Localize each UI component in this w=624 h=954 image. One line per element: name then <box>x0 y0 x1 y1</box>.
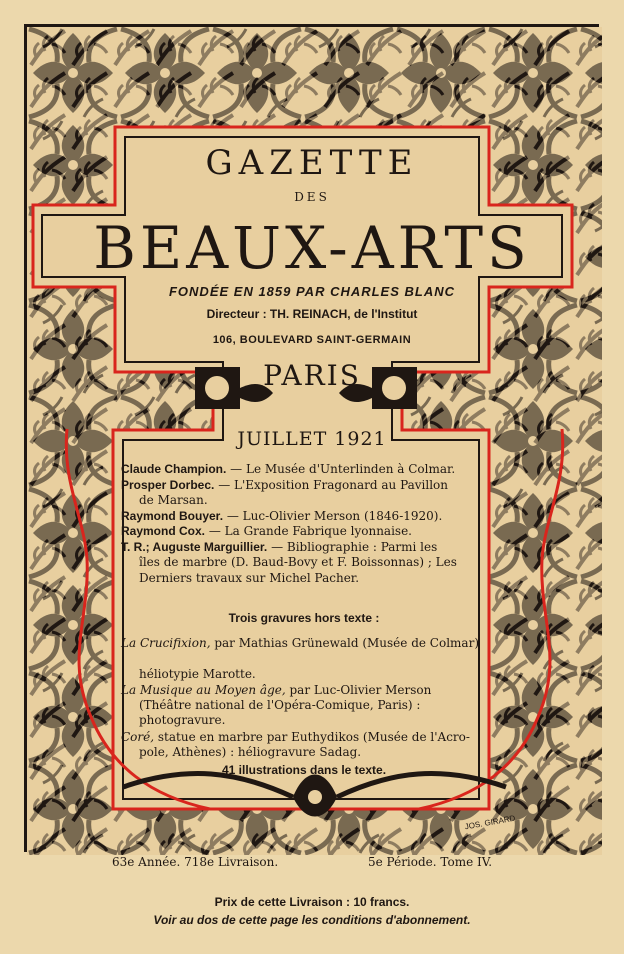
list-item: Raymond Cox. — La Grande Fabrique lyonnaise. <box>121 524 412 538</box>
artist-signature: JOS. GIRARD <box>464 813 516 832</box>
address-line: 106, BOULEVARD SAINT-GERMAIN <box>212 334 412 346</box>
list-item: Coré, statue en marbre par Euthydikos (Musée de l'Acro- pole, Athènes) : héliogravure Sadag. <box>121 729 470 760</box>
list-item: La Musique au Moyen âge, par Luc-Olivier Merson (Théâtre national de l'Opéra-Comique, Paris) : photogravure. <box>121 682 432 728</box>
gazette-title-top: GAZETTE <box>205 143 419 183</box>
issue-date: JUILLET 1921 <box>237 428 387 450</box>
issue-number: 63e Année. 718e Livraison. <box>112 855 279 869</box>
list-item: Claude Champion. — Le Musée d'Unterlinden à Colmar. <box>121 462 456 476</box>
ornamental-border <box>27 27 602 855</box>
subscription-notice: Voir au dos de cette page les conditions d'abonnement. <box>153 913 471 927</box>
list-item: La Crucifixion, par Mathias Grünewald (Musée de Colmar) : héliotypie Marotte. <box>121 636 479 681</box>
founded-line: FONDÉE EN 1859 PAR CHARLES BLANC <box>168 284 456 299</box>
list-item: Prosper Dorbec. — L'Exposition Fragonard au Pavillon de Marsan. <box>121 477 448 507</box>
illustrations-note: 41 illustrations dans le texte. <box>221 763 387 777</box>
list-item: T. R.; Auguste Marguillier. — Bibliographie : Parmi les îles de marbre (D. Baud-Bovy et F. Boissonnas) ; Les Derniers travaux sur Michel Pacher. <box>121 539 457 585</box>
period-volume: 5e Période. Tome IV. <box>368 855 493 869</box>
gazette-title-des: DES <box>294 190 330 204</box>
cover-frame <box>24 24 599 852</box>
director-line: Directeur : TH. REINACH, de l'Institut <box>206 307 418 321</box>
gazette-title-main: BEAUX-ARTS <box>93 214 531 282</box>
plates-title: Trois gravures hors texte : <box>228 611 380 625</box>
price-line: Prix de cette Livraison : 10 francs. <box>214 895 410 909</box>
city-title: PARIS <box>263 359 361 392</box>
list-item: Raymond Bouyer. — Luc-Olivier Merson (1846-1920). <box>121 508 443 523</box>
